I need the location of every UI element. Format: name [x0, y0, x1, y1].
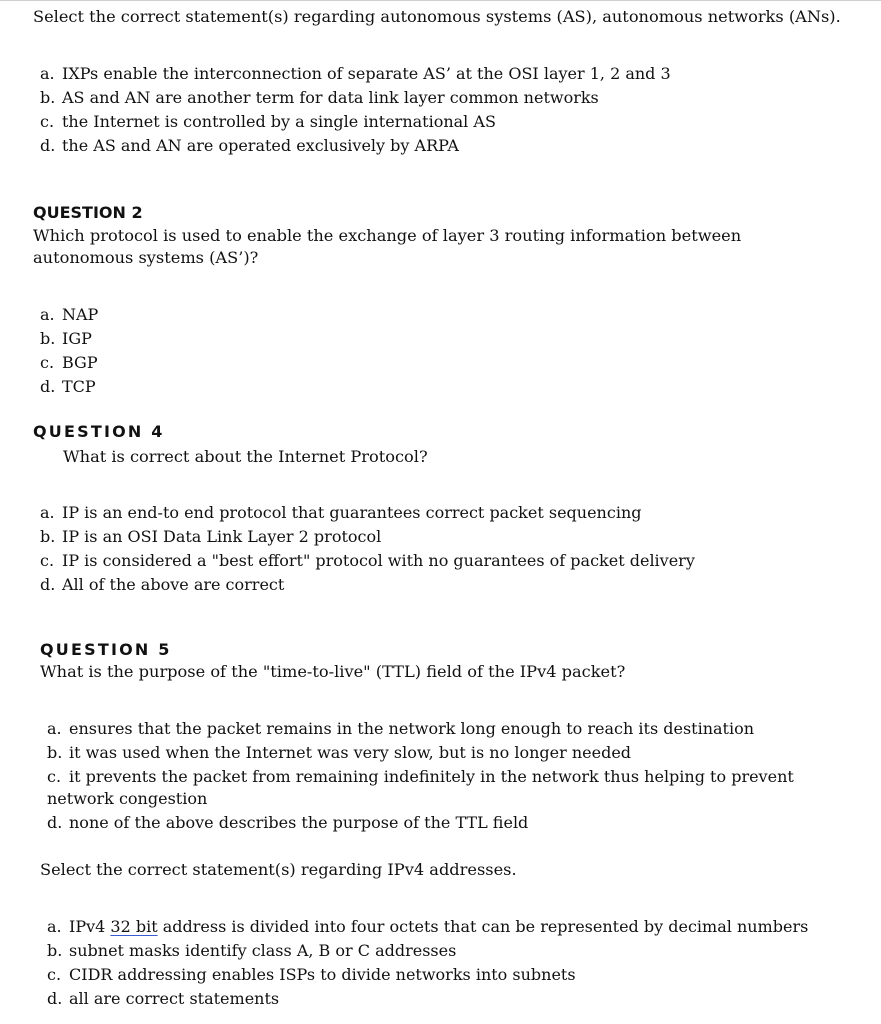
option-letter: b. — [40, 329, 56, 348]
option-letter: d. — [40, 575, 56, 594]
q4-options — [40, 501, 695, 597]
q2-option-c[interactable] — [40, 351, 98, 375]
q2-heading: QUESTION 2 — [33, 203, 143, 222]
q6-option-a[interactable] — [47, 915, 808, 939]
option-text-post: address is divided into four octets that can be represented by decimal numbers — [157, 917, 809, 936]
q2-option-a[interactable] — [40, 303, 98, 327]
option-letter: c. — [47, 767, 62, 786]
option-letter: c. — [40, 551, 55, 570]
q4-option-a[interactable] — [40, 501, 695, 525]
option-letter: a. — [47, 719, 62, 738]
q5-option-c[interactable] — [47, 766, 807, 810]
option-letter: a. — [40, 305, 55, 324]
q2-prompt: Which protocol is used to enable the exchange of layer 3 routing information between autonomous systems (AS’)? — [33, 226, 742, 267]
q6-prompt: Select the correct statement(s) regarding IPv4 addresses. — [40, 860, 517, 879]
option-text: IXPs enable the interconnection of separate AS’ at the OSI layer 1, 2 and 3 — [62, 64, 671, 83]
option-text: IP is considered a "best effort" protocol with no guarantees of packet delivery — [62, 551, 695, 570]
q6-options — [47, 915, 808, 1011]
q6-option-c[interactable] — [47, 963, 808, 987]
option-letter: b. — [40, 527, 56, 546]
q1-prompt: Select the correct statement(s) regarding autonomous systems (AS), autonomous networks (ANs). — [33, 7, 841, 26]
option-text: All of the above are correct — [62, 575, 285, 594]
option-letter: d. — [40, 377, 56, 396]
q4-option-b[interactable] — [40, 525, 695, 549]
option-text: none of the above describes the purpose of the TTL field — [69, 813, 529, 832]
option-letter: c. — [40, 112, 55, 131]
q5-options — [47, 717, 807, 835]
q5-prompt: What is the purpose of the "time-to-live" (TTL) field of the IPv4 packet? — [40, 662, 626, 681]
q2-option-b[interactable] — [40, 327, 98, 351]
q5-option-d[interactable] — [47, 811, 807, 835]
option-text: ensures that the packet remains in the network long enough to reach its destination — [69, 719, 755, 738]
option-text: it was used when the Internet was very slow, but is no longer needed — [69, 743, 632, 762]
option-text: IP is an OSI Data Link Layer 2 protocol — [62, 527, 382, 546]
option-letter: a. — [40, 64, 55, 83]
q1-option-b[interactable] — [40, 86, 671, 110]
q1-option-c[interactable] — [40, 110, 671, 134]
option-letter: d. — [40, 136, 56, 155]
option-text: AS and AN are another term for data link layer common networks — [62, 88, 599, 107]
option-letter: b. — [47, 941, 63, 960]
option-text: NAP — [62, 305, 99, 324]
option-text: all are correct statements — [69, 989, 280, 1008]
option-underlined-text: 32 bit — [110, 917, 158, 936]
option-text-pre: IPv4 — [69, 917, 111, 936]
option-text: TCP — [62, 377, 96, 396]
option-letter: a. — [47, 917, 62, 936]
option-text: the AS and AN are operated exclusively by ARPA — [62, 136, 459, 155]
top-border — [0, 0, 881, 1]
option-letter: c. — [40, 353, 55, 372]
q5-option-b[interactable] — [47, 741, 807, 765]
q5-heading: QUESTION 5 — [40, 640, 172, 659]
option-letter: d. — [47, 989, 63, 1008]
q5-option-a[interactable] — [47, 717, 807, 741]
q4-heading: QUESTION 4 — [33, 422, 165, 441]
q1-options — [40, 62, 671, 158]
option-text: IP is an end-to end protocol that guarantees correct packet sequencing — [62, 503, 642, 522]
option-text: CIDR addressing enables ISPs to divide networks into subnets — [69, 965, 576, 984]
option-text: subnet masks identify class A, B or C addresses — [69, 941, 457, 960]
option-text: IGP — [62, 329, 92, 348]
option-text: it prevents the packet from remaining indefinitely in the network thus helping to prevent network congestion — [47, 767, 794, 808]
q6-option-b[interactable] — [47, 939, 808, 963]
option-letter: b. — [40, 88, 56, 107]
q4-option-d[interactable] — [40, 573, 695, 597]
q1-option-d[interactable] — [40, 134, 671, 158]
option-letter: b. — [47, 743, 63, 762]
q1-option-a[interactable] — [40, 62, 671, 86]
q4-prompt: What is correct about the Internet Protocol? — [63, 447, 428, 466]
q6-option-d[interactable] — [47, 987, 808, 1011]
option-text: the Internet is controlled by a single international AS — [62, 112, 496, 131]
q4-option-c[interactable] — [40, 549, 695, 573]
option-letter: a. — [40, 503, 55, 522]
q2-option-d[interactable] — [40, 375, 98, 399]
option-letter: c. — [47, 965, 62, 984]
q2-options — [40, 303, 98, 399]
option-letter: d. — [47, 813, 63, 832]
option-text: BGP — [62, 353, 98, 372]
